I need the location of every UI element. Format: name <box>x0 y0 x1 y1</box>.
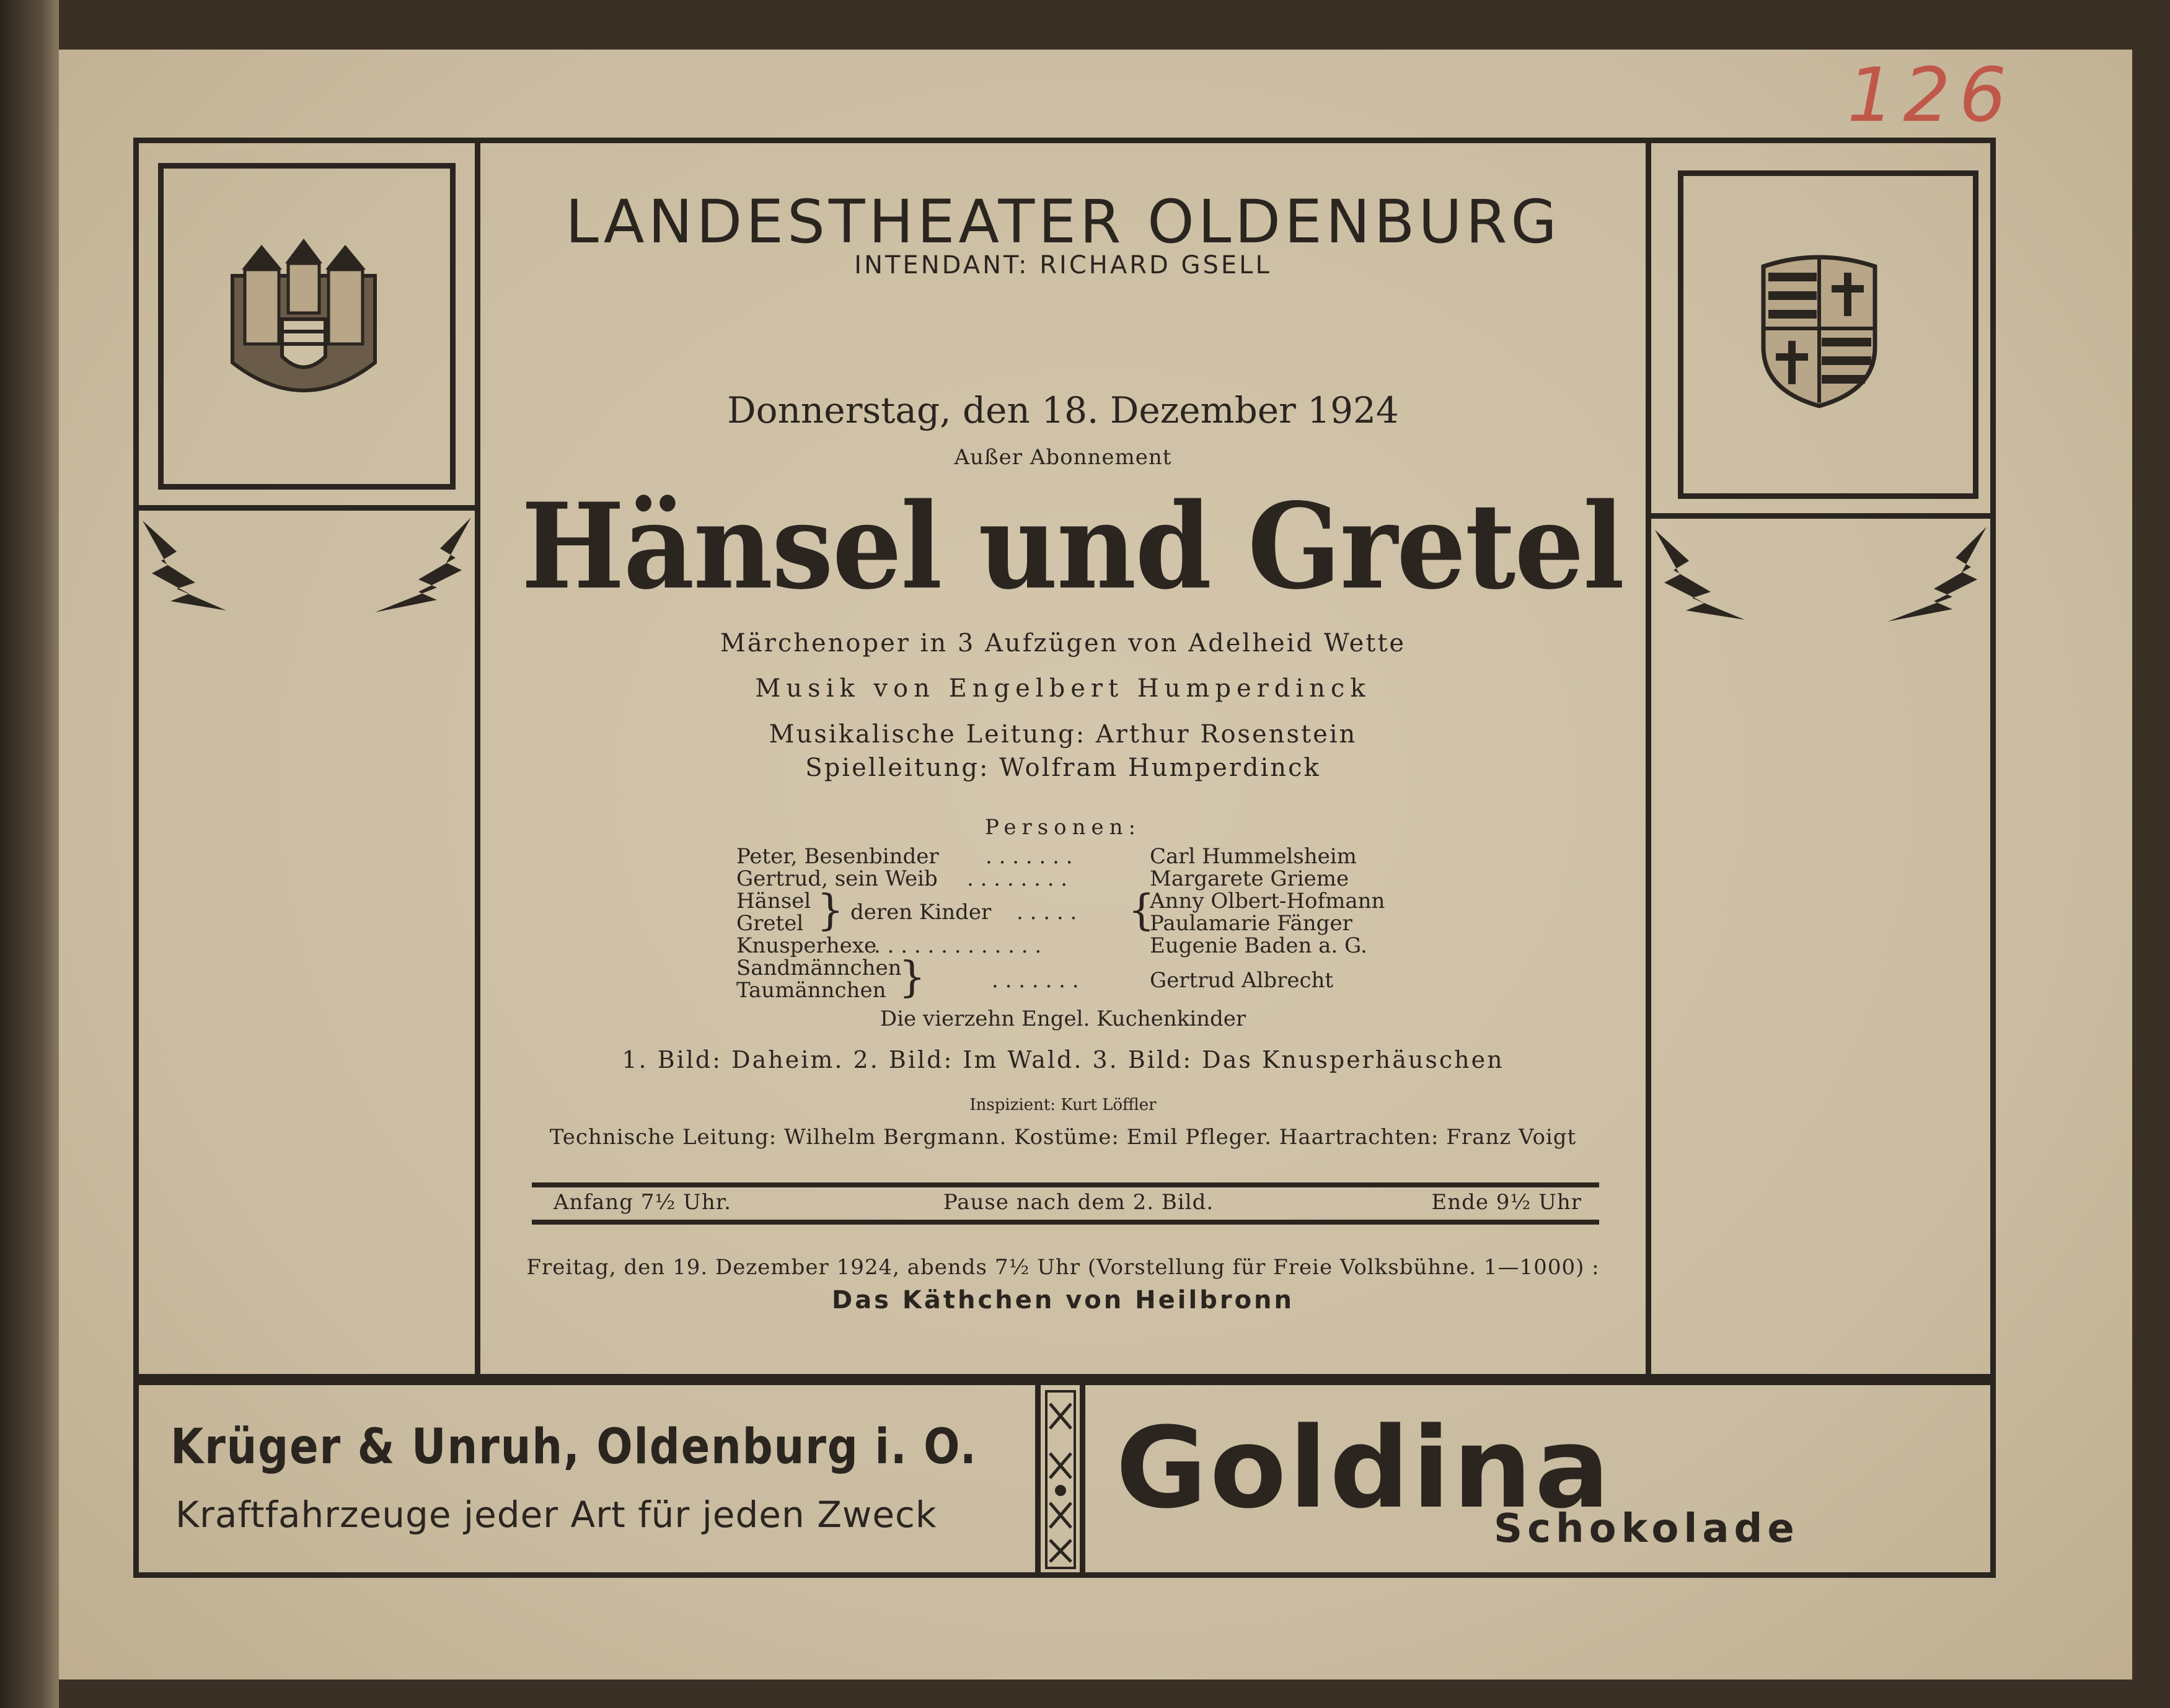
ad-brand-name: Goldina <box>1116 1404 1613 1533</box>
opera-title: Hänsel und Gretel <box>521 477 1624 615</box>
intendant-line: INTENDANT: RICHARD GSELL <box>854 251 1272 280</box>
cast-dots: . . . . . . . <box>992 968 1079 993</box>
lightning-bolt-icon <box>1652 524 1751 623</box>
lightning-bolt-icon <box>369 514 474 614</box>
composer-line: Musik von Engelbert Humperdinck <box>755 674 1371 703</box>
next-performance-line: Freitag, den 19. Dezember 1924, abends 7½ Uhr (Vorstellung für Freie Volksbühne. 1—1000) : <box>526 1255 1600 1280</box>
ornament-strip-icon <box>1044 1391 1077 1568</box>
ad-brand-product: Schokolade <box>1494 1506 1799 1552</box>
inspizient-line: Inspizient: Kurt Löffler <box>969 1096 1157 1114</box>
brace: } <box>899 953 926 1002</box>
stage-direction: Spielleitung: Wolfram Humperdinck <box>805 754 1321 782</box>
cast-role: Gertrud, sein Weib <box>736 866 938 891</box>
cast-actor: Carl Hummelsheim <box>1150 844 1357 869</box>
right-lightning-bar-top <box>1646 513 1996 519</box>
technical-credits: Technische Leitung: Wilhelm Bergmann. Kostüme: Emil Pfleger. Haartrachten: Franz Voigt <box>549 1125 1577 1150</box>
pause-note: Pause nach dem 2. Bild. <box>943 1190 1214 1215</box>
cast-role: Hänsel <box>736 889 811 913</box>
cast-actor: Gertrud Albrecht <box>1150 968 1334 993</box>
cast-dots: . . . . . . . <box>986 844 1073 869</box>
cast-role: Gretel <box>736 911 804 936</box>
extras-line: Die vierzehn Engel. Kuchenkinder <box>880 1006 1246 1031</box>
lightning-bolt-icon <box>139 514 232 614</box>
ad-company-tagline: Kraftfahrzeuge jeder Art für jeden Zweck <box>175 1494 937 1536</box>
oldenburg-state-arms-icon <box>1757 248 1881 409</box>
brace: } <box>817 886 844 935</box>
page-number: 126 <box>1847 53 2016 139</box>
children-label: deren Kinder <box>850 900 992 925</box>
cast-dots: . . . . . . . . <box>967 866 1068 891</box>
ad-separator-right <box>1080 1380 1085 1578</box>
book-spine <box>0 0 59 1708</box>
cast-role: Sandmännchen <box>736 956 902 980</box>
theater-name: LANDESTHEATER OLDENBURG <box>565 187 1561 257</box>
musical-direction: Musikalische Leitung: Arthur Rosenstein <box>769 720 1357 749</box>
cast-actor: Paulamarie Fänger <box>1150 911 1352 936</box>
cast-actor: Margarete Grieme <box>1150 866 1349 891</box>
lightning-bolt-icon <box>1881 524 1990 623</box>
subscription-note: Außer Abonnement <box>954 445 1172 470</box>
start-time: Anfang 7½ Uhr. <box>554 1190 732 1215</box>
cast-role: Peter, Besenbinder <box>736 844 939 869</box>
left-lightning-bar-top <box>133 505 477 511</box>
genre-line: Märchenoper in 3 Aufzügen von Adelheid Wette <box>720 629 1406 658</box>
scenes-line: 1. Bild: Daheim. 2. Bild: Im Wald. 3. Bild: Das Knusperhäuschen <box>622 1046 1504 1073</box>
cast-role: Taumännchen <box>736 978 886 1003</box>
oldenburg-city-arms-icon <box>220 239 387 412</box>
cast-dots: . . . . . <box>1017 900 1077 925</box>
ad-company-name: Krüger & Unruh, Oldenburg i. O. <box>170 1419 977 1475</box>
cast-actor: Anny Olbert-Hofmann <box>1150 889 1385 913</box>
time-band-rule-bottom <box>532 1220 1599 1225</box>
left-column-divider <box>475 138 480 1374</box>
cast-heading: Personen: <box>984 815 1141 840</box>
end-time: Ende 9½ Uhr <box>1431 1190 1582 1215</box>
right-column-divider <box>1646 138 1651 1374</box>
ad-divider-top <box>133 1374 1996 1380</box>
cast-actor: Eugenie Baden a. G. <box>1150 933 1367 958</box>
next-performance-title: Das Käthchen von Heilbronn <box>831 1286 1294 1314</box>
performance-date: Donnerstag, den 18. Dezember 1924 <box>727 389 1399 431</box>
brace: { <box>1128 886 1155 935</box>
cast-dots: . . . . . . . . . . . . . <box>874 933 1042 958</box>
cast-role: Knusperhexe <box>736 933 877 958</box>
ad-separator-left <box>1035 1380 1041 1578</box>
time-band-rule-top <box>532 1182 1599 1187</box>
